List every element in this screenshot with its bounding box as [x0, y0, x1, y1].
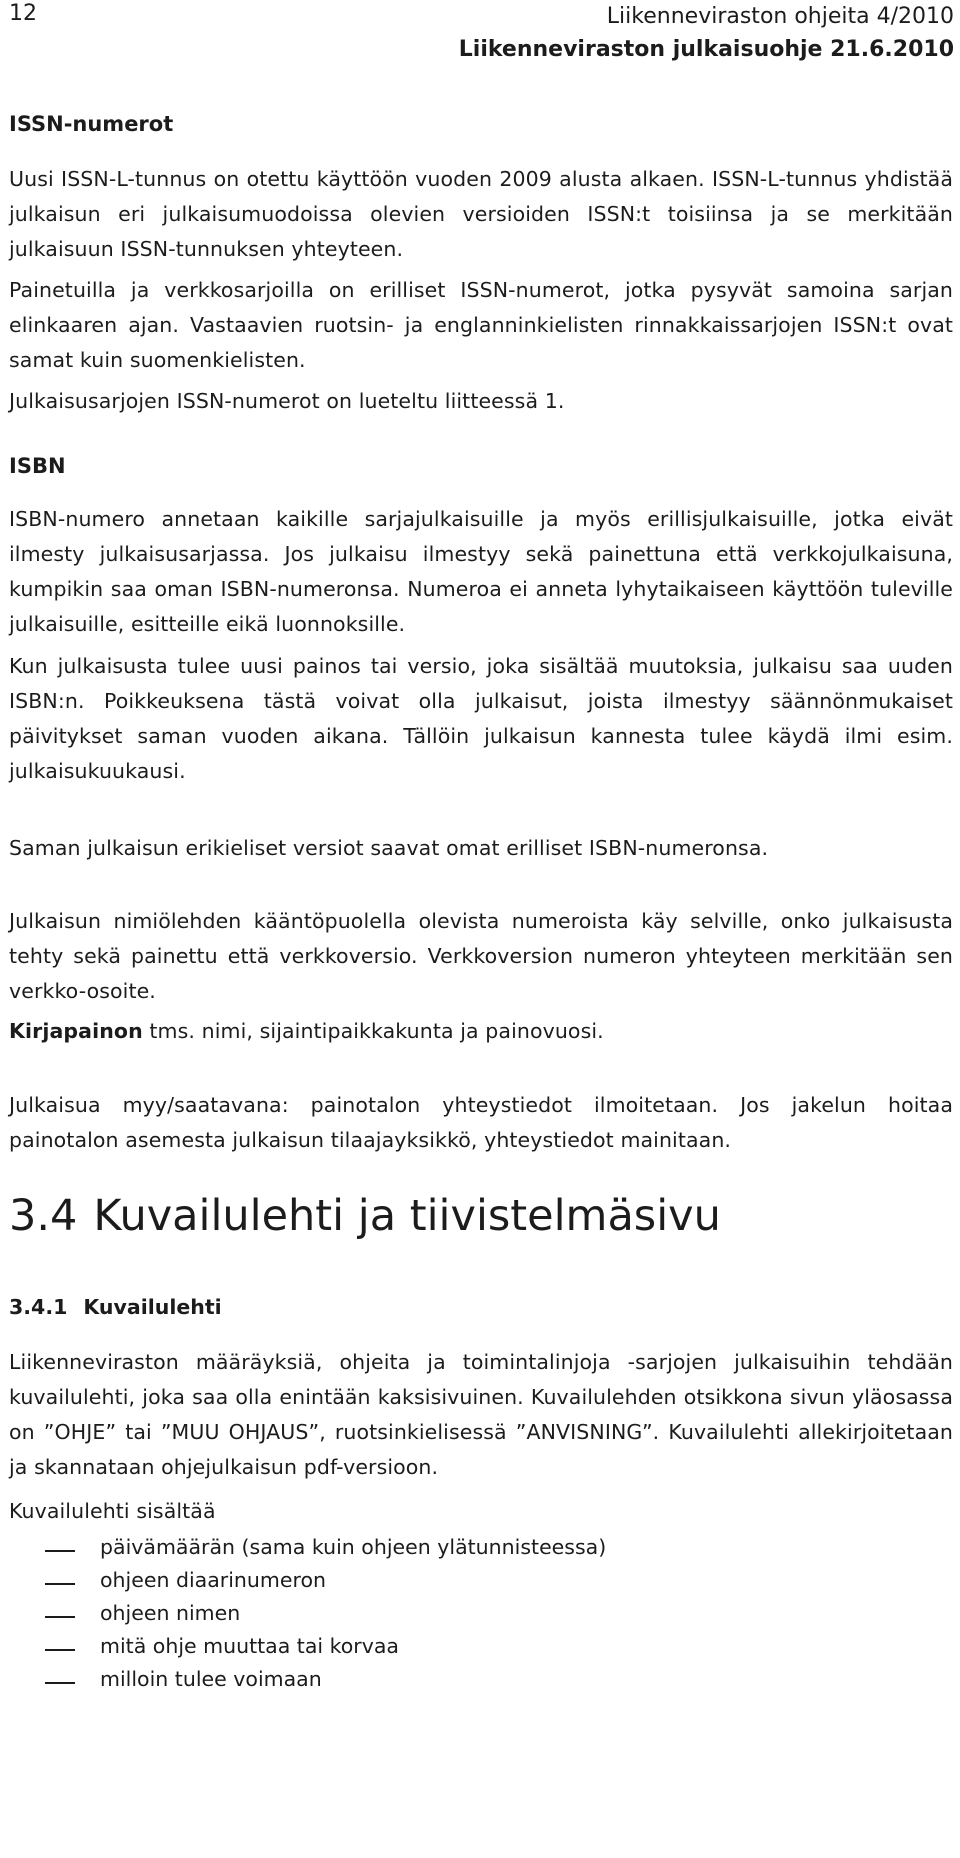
page-header: [9, 0, 954, 64]
list-item: ohjeen nimen: [9, 1597, 953, 1630]
issn-paragraph-1: Uusi ISSN-L-tunnus on otettu käyttöön vuoden 2009 alusta alkaen. ISSN-L-tunnus yhdistää julkaisun eri julkaisumuodoissa olevien versioiden ISSN:t toisiinsa ja se merkitään julkaisuun ISSN-tunnuksen yhteyteen.: [9, 167, 953, 261]
publication-title: Liikenneviraston julkaisuohje 21.6.2010: [458, 37, 954, 62]
chapter-heading: [9, 1190, 953, 1242]
issn-paragraph-2: Painetuilla ja verkkosarjoilla on erilliset ISSN-numerot, jotka pysyvät samoina sarjan elinkaaren ajan. Vastaavien ruotsin- ja englanninkielisten rinnakkaissarjojen ISSN:t ovat samat kuin suomenkielisten.: [9, 278, 953, 372]
isbn-heading: ISBN: [9, 454, 66, 478]
dash-bullet-icon: [45, 1616, 75, 1618]
running-header: [459, 0, 954, 66]
printer-text: tms. nimi, sijaintipaikkakunta ja painovuosi.: [142, 1019, 604, 1043]
isbn-paragraph-3: Saman julkaisun erikieliset versiot saavat omat erilliset ISBN-numeronsa.: [9, 836, 769, 860]
list-item: ohjeen diaarinumeron: [9, 1564, 953, 1597]
page-number: 12: [9, 1, 37, 26]
printer-label: Kirjapainon: [9, 1019, 143, 1043]
list-intro: Kuvailulehti sisältää: [9, 1499, 216, 1523]
isbn-paragraph-5: [9, 1014, 953, 1049]
dash-bullet-icon: [45, 1583, 75, 1585]
publication-series: Liikenneviraston ohjeita 4/2010: [606, 4, 954, 29]
list-item: päivämäärän (sama kuin ohjeen ylätunnisteessa): [9, 1531, 953, 1564]
list-item: milloin tulee voimaan: [9, 1663, 953, 1696]
isbn-paragraph-1: ISBN-numero annetaan kaikille sarjajulkaisuille ja myös erillisjulkaisuille, jotka eivät ilmesty julkaisusarjassa. Jos julkaisu ilmestyy sekä painettuna että verkkojulkaisuna, kumpikin saa oman ISBN-numeronsa. Numeroa ei anneta lyhytaikaiseen käyttöön tuleville julkaisuille, esitteille eikä luonnoksille.: [9, 507, 953, 636]
chapter-title: Kuvailulehti ja tiivistelmäsivu: [93, 1191, 721, 1241]
issn-paragraph-3: Julkaisusarjojen ISSN-numerot on lueteltu liitteessä 1.: [9, 389, 565, 413]
list-item: mitä ohje muuttaa tai korvaa: [9, 1630, 953, 1663]
issn-heading: ISSN-numerot: [9, 112, 174, 136]
isbn-paragraph-2: Kun julkaisusta tulee uusi painos tai versio, joka sisältää muutoksia, julkaisu saa uuden ISBN:n. Poikkeuksena tästä voivat olla julkaisut, joista ilmestyy säännönmukaiset päivitykset saman vuoden aikana. Tällöin julkaisun kannesta tulee käydä ilmi esim. julkaisukuukausi.: [9, 654, 953, 783]
contents-list: [9, 1531, 953, 1696]
section-title: Kuvailulehti: [83, 1295, 222, 1319]
isbn-paragraph-6: Julkaisua myy/saatavana: painotalon yhteystiedot ilmoitetaan. Jos jakelun hoitaa painotalon asemesta julkaisun tilaajayksikkö, yhteystiedot mainitaan.: [9, 1093, 953, 1152]
dash-bullet-icon: [45, 1649, 75, 1651]
dash-bullet-icon: [45, 1550, 75, 1552]
section-paragraph-1: Liikenneviraston määräyksiä, ohjeita ja toimintalinjoja -sarjojen julkaisuihin tehdään kuvailulehti, joka saa olla enintään kaksisivuinen. Kuvailulehden otsikkona sivun yläosassa on ”OHJE” tai ”MUU OHJAUS”, ruotsinkielisessä ”ANVISNING”. Kuvailulehti allekirjoitetaan ja skannataan ohjejulkaisun pdf-versioon.: [9, 1350, 953, 1479]
isbn-paragraph-4: Julkaisun nimiölehden kääntöpuolella olevista numeroista käy selville, onko julkaisusta tehty sekä painettu että verkkoversio. Verkkoversion numeron yhteyteen merkitään sen verkko-osoite.: [9, 909, 953, 1003]
section-heading: [9, 1293, 953, 1321]
section-number: 3.4.1: [9, 1295, 68, 1319]
dash-bullet-icon: [45, 1682, 75, 1684]
chapter-number: 3.4: [9, 1191, 78, 1241]
